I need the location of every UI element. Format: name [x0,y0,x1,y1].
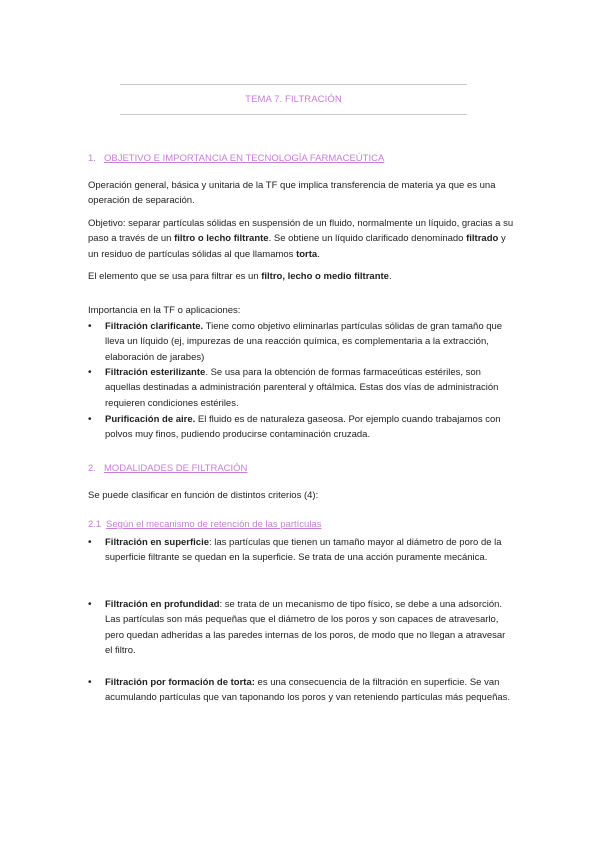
section-2-intro: Se puede clasificar en función de distintos criterios (4): [88,490,319,501]
section-2-title: MODALIDADES DE FILTRACIÓN [104,463,248,474]
bullet-icon: • [88,321,92,332]
importance-intro: Importancia en la TF o aplicaciones: [88,305,241,316]
objective-text-c: . Se obtiene un líquido clarificado denominado [268,233,467,245]
bullet-icon: • [88,599,92,610]
section-2-heading [88,463,247,474]
objective-bold-filtro: filtro o lecho filtrante [174,233,269,245]
list-item [88,535,514,566]
section-1-number: 1. [88,153,96,164]
header-rule-top [120,84,467,85]
objective-text-e: y un residuo de partículas sólidas al que llamamos [88,233,506,260]
subsection-2-1-number: 2.1 [88,519,102,530]
list-item-text: : las partículas que tienen un tamaño mayor al diámetro de poro de la superficie filtrante se quedan en la superficie. Se trata de una acción puramente mecánica. [105,537,502,564]
list-item [88,675,514,706]
list-item-bold: Purificación de aire. [105,414,196,425]
bullet-icon: • [88,414,92,425]
bullet-icon: • [88,367,92,378]
section-2-number: 2. [88,463,96,474]
objective-text-a: Objetivo: separar partículas sólidas en suspensión de un fluido, normalmente un líquido, gracias a su paso a través de un [88,218,514,245]
element-text-c: . [388,271,392,282]
objective-bold-torta: torta [296,248,318,260]
list-item-text: es una consecuencia de la filtración en superficie. Se van acumulando partículas que van taponando los poros y van reteniendo partículas más pequeñas. [105,677,511,704]
list-item-text: . Se usa para la obtención de formas farmaceúticas estériles, son aquellas destinadas a administración parenteral y oftálmica. Estas dos vías de administración requieren condiciones estériles. [105,367,499,409]
list-item [88,365,514,411]
header-rule-bottom [120,114,467,115]
section-1-heading [88,153,384,164]
bullet-icon: • [88,537,92,548]
section-1-paragraph-objective [88,216,514,262]
list-item-bold: Filtración por formación de torta: [105,677,255,688]
list-item-text: El fluido es de naturaleza gaseosa. Por ejemplo cuando trabajamos con polvos muy finos, pudiendo producirse contaminación cruzada. [105,414,501,441]
objective-text-g: . [317,248,320,260]
list-item-bold: Filtración esterilizante [105,367,206,378]
bullet-icon: • [88,677,92,688]
list-item-bold: Filtración en profundidad [105,599,220,610]
list-item [88,597,514,658]
objective-bold-filtrado: filtrado [466,233,499,245]
element-bold: filtro, lecho o medio filtrante [261,271,389,282]
page-title: TEMA 7. FILTRACIÓN [245,94,342,105]
element-text-a: El elemento que se usa para filtrar es un [88,271,262,282]
list-item-bold: Filtración clarificante. [105,321,204,332]
section-1-paragraph-1: Operación general, básica y unitaria de la TF que implica transferencia de materia ya que es una operación de separación. [88,180,496,207]
subsection-2-1-heading [88,519,321,530]
list-item-text: Tiene como objetivo eliminarlas partículas sólidas de gran tamaño que lleva un líquido (ej, impurezas de una reacción química, es complementaria a la extracción, elaboración de jarabes) [105,321,503,363]
list-item [88,319,514,365]
list-item-text: : se trata de un mecanismo de tipo físico, se debe a una adsorción. Las partículas son más pequeñas que el diámetro de los poros y son capaces de atravesarlo, pero quedan adheridas a las paredes internas de los poros, de modo que no llegan a atravesar el filtro. [105,599,506,656]
list-item [88,412,514,443]
section-1-paragraph-element [88,269,514,284]
section-1-title: OBJETIVO E IMPORTANCIA EN TECNOLOGÍA FARMACEÚTICA [104,153,385,164]
list-item-bold: Filtración en superficie [105,537,209,548]
subsection-2-1-title: Según el mecanismo de retención de las partículas [106,519,322,530]
